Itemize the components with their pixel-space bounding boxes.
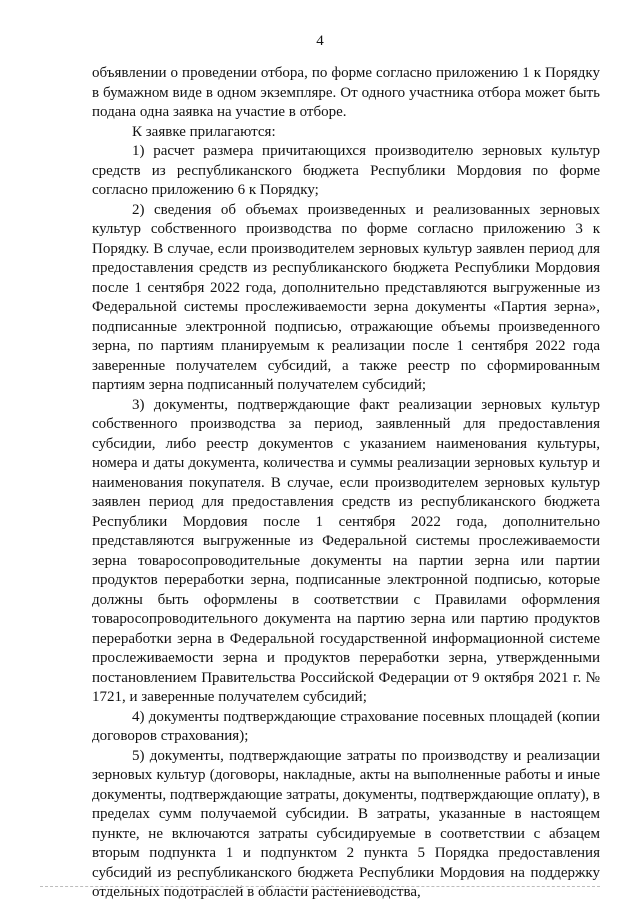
page-bottom-divider bbox=[40, 886, 600, 887]
list-item-5: 5) документы, подтверждающие затраты по производству и реализации зерновых культур (договоры, накладные, акты на выполненные работы и иные документы, подтверждающие затраты, документы, подтверждающие оплату), в пределах сумм получаемой субсидии. В затраты, указанные в настоящем пункте, не включаются затраты субсидируемые в соответствии с абзацем вторым подпункта 1 и подпунктом 2 пункта 5 Порядка предоставления субсидий из республиканского бюджета Республики Мордовия на поддержку отдельных подотраслей в области растениеводства, bbox=[92, 747, 600, 900]
paragraph-continuation: объявлении о проведении отбора, по форме согласно приложению 1 к Порядку в бумажном виде в одном экземпляре. От одного участника отбора может быть подана одна заявка на участие в отборе. bbox=[92, 65, 600, 120]
paragraph-attachments-intro: К заявке прилагаются: bbox=[132, 123, 276, 140]
list-item-1: 1) расчет размера причитающихся производителю зерновых культур средств из республиканского бюджета Республики Мордовия по форме согласно приложению 6 к Порядку; bbox=[92, 143, 600, 198]
list-item-3: 3) документы, подтверждающие факт реализации зерновых культур собственного производства за период, заявленный для предоставления субсидии, либо реестр документов с указанием наименования культуры, номера и даты документа, количества и суммы реализации зерновых культур и наименования покупателя. В случае, если производителем зерновых культур заявлен период для предоставления средств из республиканского бюджета Республики Мордовия после 1 сентября 2022 года, дополнительно представляются выгруженные из Федеральной системы прослеживаемости зерна товаросопроводительные документы на партии зерна или партии продуктов переработки зерна, подписанные электронной подписью, которые должны быть оформлены в соответствии с Правилами оформления товаросопроводительного документа на партию зерна или партию продуктов переработки зерна в Федеральной государственной информационной системе прослеживаемости зерна и продуктов переработки зерна, утвержденными постановлением Правительства Российской Федерации от 9 октября 2021 г. № 1721, и заверенные получателем субсидий; bbox=[92, 396, 600, 705]
list-item-2: 2) сведения об объемах произведенных и реализованных зерновых культур собственного производства по форме согласно приложению 3 к Порядку. В случае, если производителем зерновых культур заявлен период для предоставления средств из республиканского бюджета Республики Мордовия после 1 сентября 2022 года, дополнительно представляются выгруженные из Федеральной системы прослеживаемости зерна документы «Партия зерна», подписанные электронной подписью, отражающие объемы произведенного зерна, по партиям планируемым к реализации после 1 сентября 2022 года заверенные получателем субсидий, а также реестр по сформированным партиям зерна подписанный получателем субсидий; bbox=[92, 201, 600, 393]
document-body bbox=[92, 64, 600, 903]
list-item-4: 4) документы подтверждающие страхование посевных площадей (копии договоров страхования); bbox=[92, 708, 600, 744]
page-number: 4 bbox=[316, 33, 324, 49]
